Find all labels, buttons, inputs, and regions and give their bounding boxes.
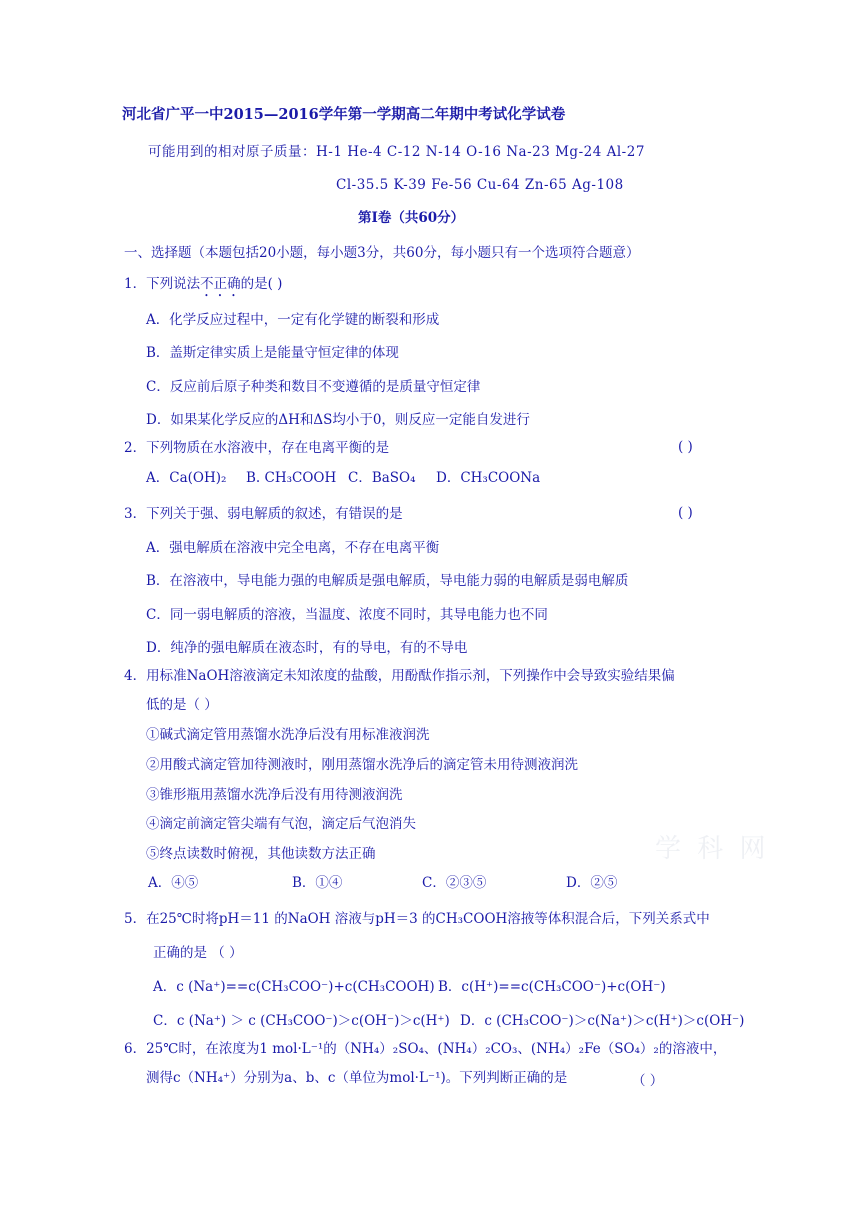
question-6-stem-line-1: 6．25℃时，在浓度为1 mol·L⁻¹的（NH₄）₂SO₄、(NH₄）₂CO₃、(NH₄）₂Fe（SO₄）₂的溶液中， [124,1041,727,1057]
atomic-mass-line-1: 可能用到的相对原子质量：H-1 He-4 C-12 N-14 O-16 Na-23 Mg-24 Al-27 [148,144,645,160]
section-title: 第Ⅰ卷（共60分） [358,210,465,226]
question-1-option-b: B．盖斯定律实质上是能量守恒定律的体现 [146,345,399,361]
question-1-option-c: C．反应前后原子种类和数目不变遵循的是质量守恒定律 [146,379,481,395]
question-5-option-a: A．c (Na⁺)==c(CH₃COO⁻)+c(CH₃COOH) [153,979,435,995]
page-title: 河北省广平一中2015—2016学年第一学期高二年期中考试化学试卷 [122,106,566,123]
question-2-option-b: B. CH₃COOH [246,470,337,486]
question-6-answer-paren: （ ） [632,1073,664,1089]
question-3-stem: 3．下列关于强、弱电解质的叙述，有错误的是 [124,506,403,522]
question-4-options [148,874,617,892]
question-3-answer-paren: ( ) [678,505,693,521]
watermark: 学 科 网 [655,834,770,864]
section-instructions: 一、选择题（本题包括20小题，每小题3分，共60分，每小题只有一个选项符合题意） [124,245,640,261]
question-3-option-d: D．纯净的强电解质在液态时，有的导电，有的不导电 [146,640,468,656]
question-1-option-a: A．化学反应过程中，一定有化学键的断裂和形成 [146,312,440,328]
question-1-option-d: D．如果某化学反应的ΔH和ΔS均小于0，则反应一定能自发进行 [146,412,530,428]
question-5-option-c: C．c (Na⁺) ＞ c (CH₃COO⁻)＞c(OH⁻)＞c(H⁺) [153,1013,450,1029]
question-4-option-d: D．②⑤ [566,875,618,891]
question-4-item-4: ④滴定前滴定管尖端有气泡，滴定后气泡消失 [146,816,416,832]
question-6-stem-line-2: 测得c（NH₄⁺）分别为a、b、c（单位为mol·L⁻¹)。下列判断正确的是 [146,1070,568,1086]
question-4-item-1: ①碱式滴定管用蒸馏水洗净后没有用标准液润洗 [146,727,430,743]
question-4-item-3: ③锥形瓶用蒸馏水洗净后没有用待测液润洗 [146,787,403,803]
question-4-option-b: B．①④ [292,875,343,891]
question-1-stem-a: 1．下列说法 [124,276,201,292]
question-3-option-a: A．强电解质在溶液中完全电离，不存在电离平衡 [146,540,440,556]
question-2-option-c: C．BaSO₄ [348,470,416,486]
question-2-option-d: D．CH₃COONa [436,470,541,486]
question-5-option-b: B．c(H⁺)==c(CH₃COO⁻)+c(OH⁻) [438,979,666,995]
question-3-option-b: B．在溶液中，导电能力强的电解质是强电解质，导电能力弱的电解质是弱电解质 [146,573,629,589]
question-5-stem-line-1: 5．在25℃时将pH＝11 的NaOH 溶液与pH＝3 的CH₃COOH溶掖等体积混合后，下列关系式中 [124,911,710,927]
question-2-answer-paren: ( ) [678,439,693,455]
question-4-option-c: C．②③⑤ [422,875,487,891]
question-3-option-c: C．同一弱电解质的溶液，当温度、浓度不同时，其导电能力也不同 [146,607,548,623]
question-1-stem-b: 的是( ) [240,276,283,292]
question-5-option-d: D．c (CH₃COO⁻)＞c(Na⁺)＞c(H⁺)＞c(OH⁻) [460,1013,745,1029]
question-4-stem-line-2: 低的是（ ） [146,697,218,713]
question-4-item-2: ②用酸式滴定管加待测液时，刚用蒸馏水洗净后的滴定管未用待测液润洗 [146,757,578,773]
question-2-stem: 2．下列物质在水溶液中，存在电离平衡的是 [124,440,390,456]
question-1-stem [124,275,282,300]
question-2-option-a: A．Ca(OH)₂ [146,470,227,486]
question-4-stem-line-1: 4．用标准NaOH溶液滴定未知浓度的盐酸，用酚酞作指示剂，下列操作中会导致实验结果偏 [124,668,675,684]
question-4-option-a: A．④⑤ [148,875,199,891]
atomic-mass-line-2: Cl-35.5 K-39 Fe-56 Cu-64 Zn-65 Ag-108 [336,177,624,193]
question-4-item-5: ⑤终点读数时俯视，其他读数方法正确 [146,846,376,862]
question-1-stem-emphasis: 不正确 [200,276,241,292]
question-5-stem-line-2: 正确的是 （ ） [153,945,243,961]
question-2-options [146,469,540,487]
